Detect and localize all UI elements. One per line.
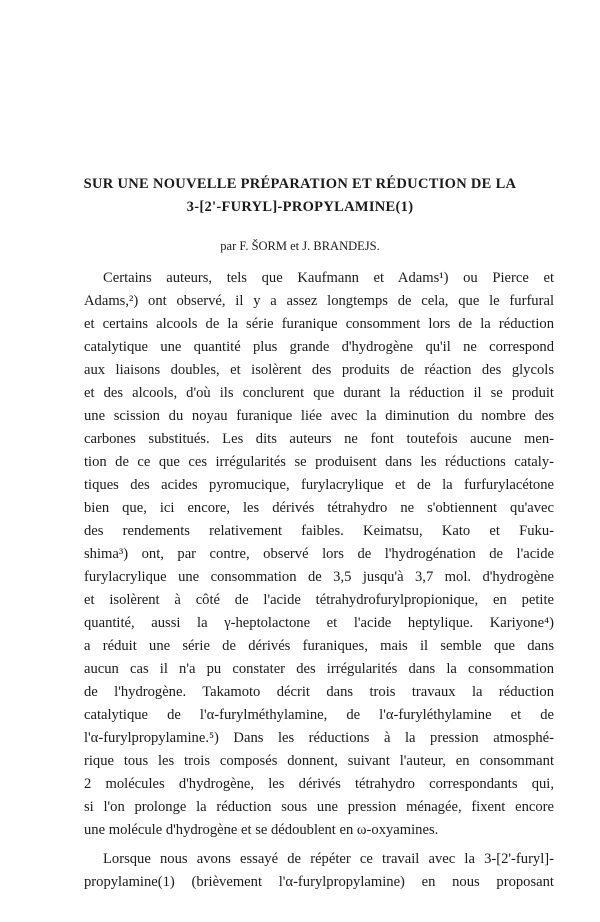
text-line: une molécule d'hydrogène et se dédoublent en ω-oxyamines. [84,822,439,838]
text-line: une scission du noyau furanique liée avec la diminution du nombre des [84,408,554,424]
text-line: shima³) ont, par contre, observé lors de l'hydrogénation de l'acide [84,546,554,562]
text-line: rique tous les trois composés donnent, suivant l'auteur, en consommant [84,753,554,769]
text-line: quantité, aussi la γ-heptolactone et l'acide heptylique. Kariyone⁴) [84,615,554,631]
text-line: propylamine(1) (brièvement l'α-furylpropylamine) en nous proposant [84,874,554,890]
article-title-line-1: SUR UNE NOUVELLE PRÉPARATION ET RÉDUCTION DE LA [83,176,517,192]
text-line: tion de ce que ces irrégularités se produisent dans les réductions cataly- [84,454,554,470]
text-line: Lorsque nous avons essayé de répéter ce travail avec la 3-[2'-furyl]- [103,851,554,867]
text-line: catalytique une quantité plus grande d'hydrogène qu'il ne correspond [84,339,554,355]
text-line: furylacrylique une consommation de 3,5 jusqu'à 3,7 mol. d'hydrogène [84,569,554,585]
text-line: et isolèrent à côté de l'acide tétrahydrofurylpropionique, en petite [84,592,554,608]
text-line: l'α-furylpropylamine.⁵) Dans les réductions à la pression atmosphé- [84,730,554,746]
text-line: aux liaisons doubles, et isolèrent des produits de réaction des glycols [84,362,554,378]
article-title-line-2: 3-[2'-FURYL]-PROPYLAMINE(1) [186,199,414,215]
text-line: et des alcools, d'où ils conclurent que durant la réduction il se produit [84,385,554,401]
text-line: de l'hydrogène. Takamoto décrit dans trois travaux la réduction [84,684,554,700]
article-byline: par F. ŠORM et J. BRANDEJS. [220,239,380,253]
text-line: carbones substitués. Les dits auteurs ne font toutefois aucune men- [84,431,554,447]
text-line: tiques des acides pyromucique, furylacrylique et de la furfurylacétone [84,477,554,493]
text-line: bien que, ici encore, les dérivés tétrahydro ne s'obtiennent qu'avec [84,500,554,516]
text-line: si l'on prolonge la réduction sous une pression ménagée, fixent encore [84,799,554,815]
text-line: Certains auteurs, tels que Kaufmann et Adams¹) ou Pierce et [103,270,554,286]
text-line: Adams,²) ont observé, il y a assez longtemps de cela, que le furfural [84,293,554,309]
text-line: a réduit une série de dérivés furaniques, mais il semble que dans [84,638,554,654]
text-line: catalytique de l'α-furylméthylamine, de l'α-furyléthylamine et de [84,707,554,723]
text-line: aucun cas il n'a pu constater des irrégularités dans la consommation [84,661,554,677]
text-line: des rendements relativement faibles. Keimatsu, Kato et Fuku- [84,523,554,539]
text-line: 2 molécules d'hydrogène, les dérivés tétrahydro correspondants qui, [84,776,554,792]
text-line: et certains alcools de la série furanique consomment lors de la réduction [84,316,554,332]
